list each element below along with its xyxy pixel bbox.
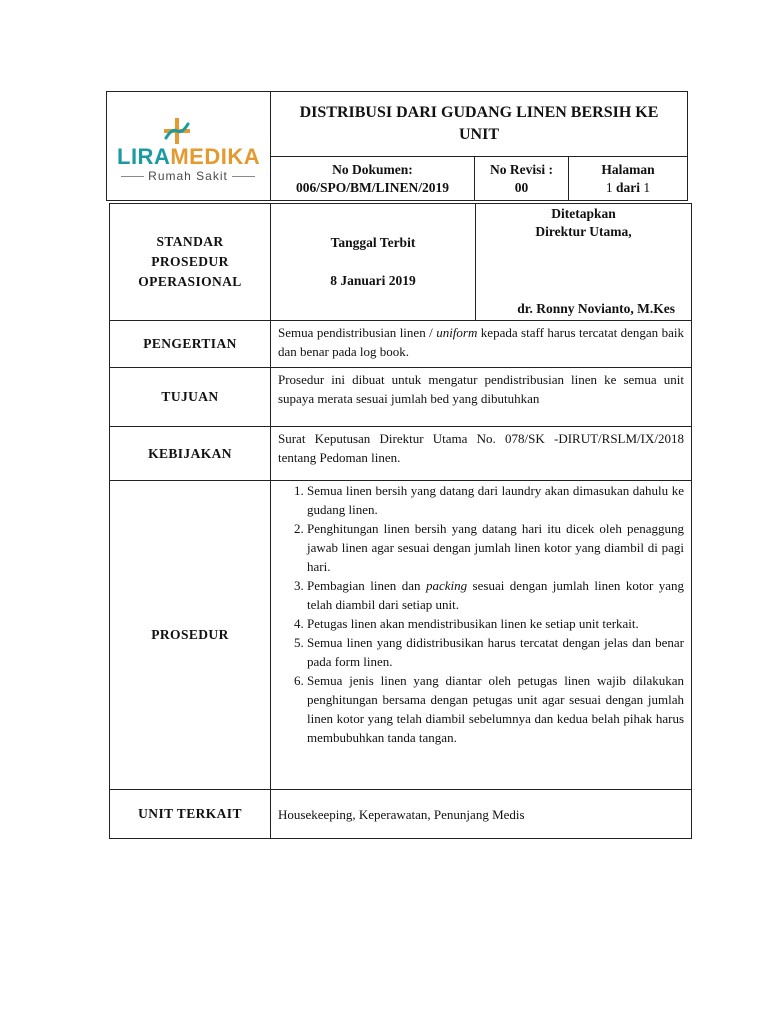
pengertian-label: PENGERTIAN [143, 336, 237, 351]
logo-cell [106, 91, 271, 201]
unit-terkait-text: Housekeeping, Keperawatan, Penunjang Medis [278, 806, 525, 822]
pengertian-label-cell [109, 320, 271, 368]
spo-label-cell [109, 203, 271, 321]
page-cell [568, 156, 688, 201]
issue-date-value: 8 Januari 2019 [330, 273, 416, 288]
page-label: Halaman [601, 161, 655, 177]
step3-before: Pembagian linen dan [307, 578, 426, 593]
prosedur-steps-cell [270, 480, 692, 790]
page-of: dari [615, 179, 640, 195]
unit-terkait-text-cell [270, 789, 692, 839]
logo-rule-right [232, 176, 255, 177]
revision-value: 00 [514, 179, 529, 195]
prosedur-step: 1. Semua linen bersih yang datang dari laundry akan dimasukan dahulu ke gudang linen. [307, 481, 684, 519]
logo-subtitle: Rumah Sakit [148, 169, 228, 183]
document-title: DISTRIBUSI DARI GUDANG LINEN BERSIH KE UNIT [270, 91, 688, 157]
spo-label: STANDAR PROSEDUR OPERASIONAL [138, 234, 242, 289]
page-number [606, 179, 650, 197]
page-current: 1 [605, 179, 613, 195]
logo-word-lira: LIRA [117, 144, 171, 169]
approval-role: Direktur Utama, [535, 224, 632, 239]
approval-label: Ditetapkan [551, 206, 616, 221]
logo-word-medika: MEDIKA [170, 144, 261, 169]
revision-label: No Revisi : [490, 161, 553, 177]
issue-date-label: Tanggal Terbit [330, 235, 416, 250]
doc-number-label: No Dokumen: [332, 161, 413, 177]
unit-terkait-label: UNIT TERKAIT [138, 806, 242, 821]
doc-number-value: 006/SPO/BM/LINEN/2019 [295, 179, 449, 195]
pengertian-text-after: kepada staff harus tercatat dengan baik dan benar pada log book. [278, 325, 685, 359]
tujuan-text: Prosedur ini dibuat untuk mengatur pendistribusian linen ke semua unit supaya merata sesuai jumlah bed yang dibutuhkan [278, 372, 684, 406]
tujuan-label: TUJUAN [161, 389, 219, 404]
approver-name: dr. Ronny Novianto, M.Kes [517, 301, 675, 316]
prosedur-step [307, 576, 684, 614]
tujuan-text-cell [270, 367, 692, 427]
hospital-logo [107, 92, 270, 200]
logo-rule-left [121, 176, 144, 177]
prosedur-label-cell [109, 480, 271, 790]
pengertian-text-italic: uniform [436, 325, 478, 340]
kebijakan-label-cell [109, 426, 271, 481]
pengertian-text-before: Semua pendistribusian linen / [278, 325, 437, 340]
kebijakan-text-cell [270, 426, 692, 481]
revision-cell [474, 156, 569, 201]
prosedur-step: 4. Petugas linen akan mendistribusikan linen ke setiap unit terkait. [307, 614, 684, 633]
kebijakan-text: Surat Keputusan Direktur Utama No. 078/SK -DIRUT/RSLM/IX/2018 tentang Pedoman linen. [278, 431, 684, 465]
kebijakan-label: KEBIJAKAN [148, 445, 232, 461]
unit-terkait-label-cell [109, 789, 271, 839]
issue-date-cell [270, 203, 476, 321]
pengertian-text-cell [270, 320, 692, 368]
prosedur-step: 2. Penghitungan linen bersih yang datang hari itu dicek oleh penaggung jawab linen agar sesuai dengan jumlah linen kotor yang diambil di pagi hari. [307, 519, 684, 576]
prosedur-step: 5. Semua linen yang didistribusikan harus tercatat dengan jelas dan benar pada form linen. [307, 633, 684, 671]
prosedur-label: PROSEDUR [151, 627, 229, 642]
prosedur-steps [271, 481, 684, 747]
approval-signature-space [476, 244, 691, 294]
approval-cell [475, 203, 692, 321]
prosedur-step: 6. Semua jenis linen yang diantar oleh petugas linen wajib dilakukan penghitungan bersama dengan petugas unit agar sesuai dengan jumlah linen kotor yang telah diambil sebelumnya dan kedua belah pihak harus membubuhkan tanda tangan. [307, 671, 684, 747]
step3-italic: packing [425, 578, 468, 593]
tujuan-label-cell [109, 367, 271, 427]
medical-cross-icon [162, 116, 192, 146]
page-total: 1 [643, 179, 651, 195]
doc-number-cell [270, 156, 475, 201]
step3-after: sesuai dengan jumlah linen kotor yang telah diambil dari setiap unit. [307, 578, 685, 612]
